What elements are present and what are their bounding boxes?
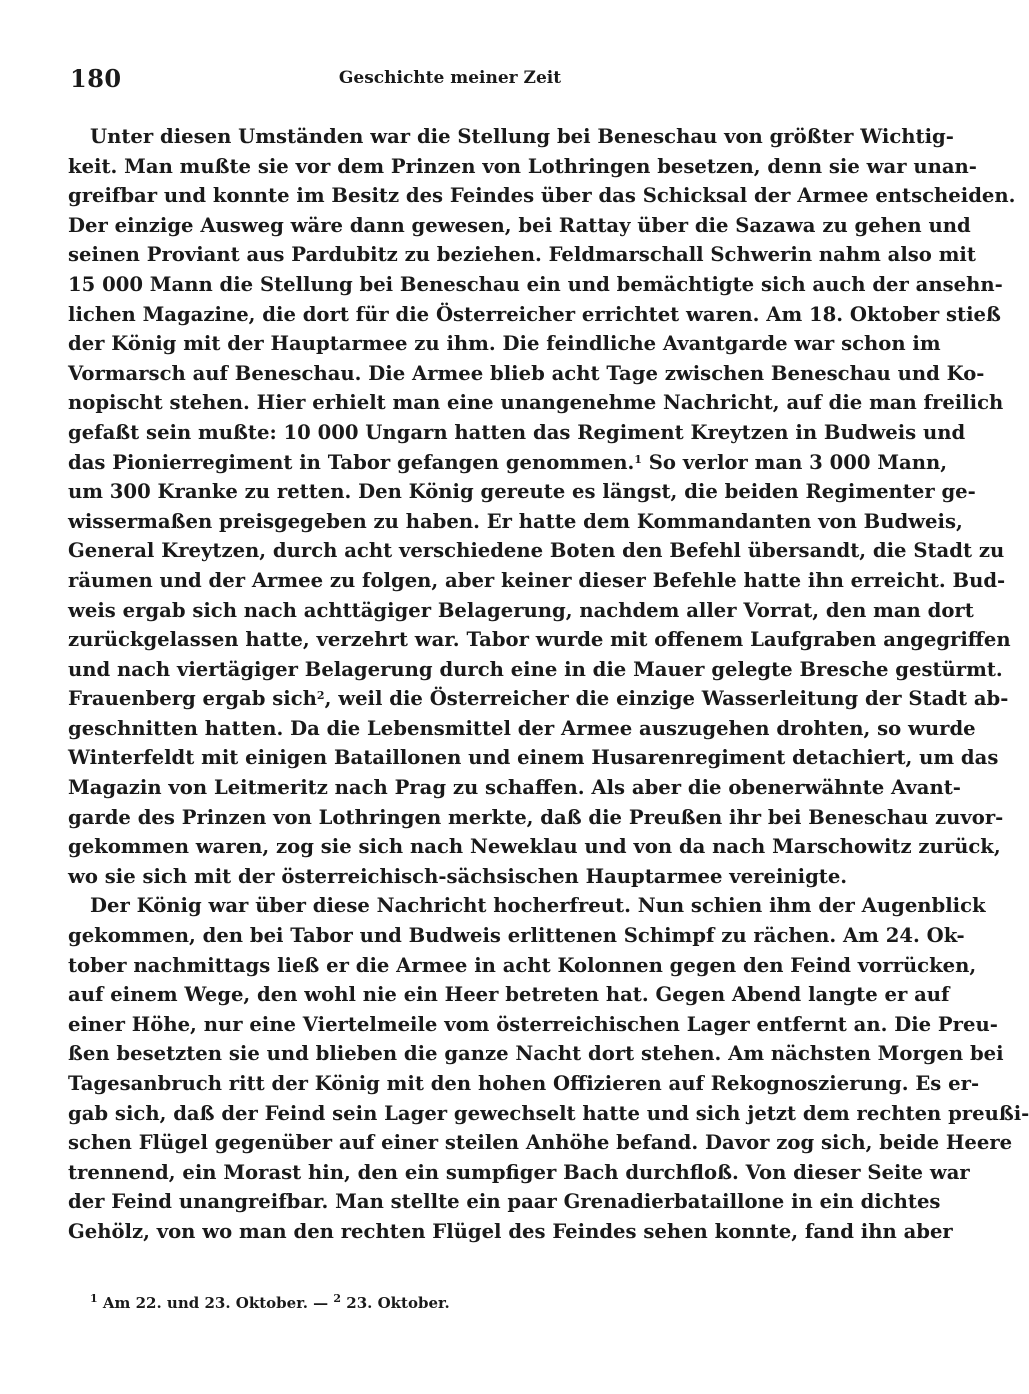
text-line: wissermaßen preisgegeben zu haben. Er hatte dem Kommandanten von Budweis, (68, 509, 963, 533)
text-line: trennend, ein Morast hin, den ein sumpfiger Bach durchfloß. Von dieser Seite war (68, 1160, 970, 1184)
text-line: wo sie sich mit der österreichisch-sächsischen Hauptarmee vereinigte. (68, 864, 848, 888)
footnote-ref-2: 2 (316, 689, 325, 703)
text-line-with-footnote-2 (68, 684, 1009, 714)
text-line: gab sich, daß der Feind sein Lager gewechselt hatte und sich jetzt dem rechten preußi- (68, 1101, 1029, 1125)
text-line: Gehölz, von wo man den rechten Flügel des Feindes sehen konnte, fand ihn aber (68, 1219, 953, 1243)
text-line: gekommen waren, zog sie sich nach Neweklau und von da nach Marschowitz zurück, (68, 835, 1001, 859)
text-line: greifbar und konnte im Besitz des Feindes über das Schicksal der Armee entscheiden. (68, 184, 1016, 208)
footnote-text-2: 23. Oktober. (341, 1294, 450, 1312)
text-line: Der König war über diese Nachricht hocherfreut. Nun schien ihm der Augenblick (90, 894, 986, 918)
text-line: Vormarsch auf Beneschau. Die Armee blieb acht Tage zwischen Beneschau und Ko- (68, 361, 985, 385)
text-line: garde des Prinzen von Lothringen merkte, daß die Preußen ihr bei Beneschau zuvor- (68, 805, 1004, 829)
footnote-text-1: Am 22. und 23. Oktober. — (97, 1294, 334, 1312)
text-line: Tagesanbruch ritt der König mit den hohen Offizieren auf Rekognoszierung. Es er- (68, 1072, 980, 1095)
paragraph-1 (68, 122, 1016, 891)
footnote-marker-2: 2 (333, 1291, 342, 1305)
text-line: General Kreytzen, durch acht verschiedene Boten den Befehl übersandt, die Stadt zu (68, 539, 1005, 563)
text-line: der König mit der Hauptarmee zu ihm. Die feindliche Avantgarde war schon im (68, 332, 941, 356)
text-line: lichen Magazine, die dort für die Österreicher errichtet waren. Am 18. Oktober stieß (68, 302, 1001, 326)
text-line: Der einzige Ausweg wäre dann gewesen, bei Rattay über die Sazawa zu gehen und (68, 213, 971, 237)
text-line: Winterfeldt mit einigen Bataillonen und einem Husarenregiment detachiert, um das (68, 746, 999, 770)
text-line: gefaßt sein mußte: 10 000 Ungarn hatten das Regiment Kreytzen in Budweis und (68, 420, 966, 444)
text-line: 15 000 Mann die Stellung bei Beneschau ein und bemächtigte sich auch der ansehn- (68, 272, 1003, 296)
running-title: Geschichte meiner Zeit (338, 68, 562, 88)
text-line: tober nachmittags ließ er die Armee in acht Kolonnen gegen den Feind vorrücken, (68, 953, 977, 977)
line-text: Frauenberg ergab sich (68, 687, 317, 711)
text-line: nopischt stehen. Hier erhielt man eine unangenehme Nachricht, auf die man freilich (68, 391, 1004, 415)
text-line: einer Höhe, nur eine Viertelmeile vom österreichischen Lager entfernt an. Die Preu- (68, 1012, 998, 1036)
footnote-marker-1: 1 (90, 1291, 98, 1305)
text-line: gekommen, den bei Tabor und Budweis erlittenen Schimpf zu rächen. Am 24. Ok- (68, 924, 965, 948)
page-number: 180 (70, 64, 122, 93)
text-line: geschnitten hatten. Da die Lebensmittel der Armee auszugehen drohten, so wurde (68, 716, 976, 740)
text-line: ßen besetzten sie und blieben die ganze Nacht dort stehen. Am nächsten Morgen bei (68, 1042, 1004, 1066)
footnotes (90, 1291, 450, 1312)
text-line: keit. Man mußte sie vor dem Prinzen von Lothringen besetzen, denn sie war unan- (68, 154, 977, 178)
text-line: Magazin von Leitmeritz nach Prag zu schaffen. Als aber die obenerwähnte Avant- (68, 776, 961, 800)
paragraph-2 (68, 891, 1029, 1246)
text-line: räumen und der Armee zu folgen, aber keiner dieser Befehle hatte ihn erreicht. Bud- (68, 568, 1006, 592)
line-text: das Pionierregiment in Tabor gefangen genommen. (68, 450, 635, 474)
text-line: auf einem Wege, den wohl nie ein Heer betreten hat. Gegen Abend langte er auf (68, 983, 950, 1007)
text-line: um 300 Kranke zu retten. Den König gereute es längst, die beiden Regimenter ge- (68, 480, 976, 504)
text-line: schen Flügel gegenüber auf einer steilen Anhöhe befand. Davor zog sich, beide Heere (68, 1131, 1013, 1155)
footnote-ref-1: 1 (634, 452, 642, 466)
running-head (70, 64, 830, 96)
text-line: weis ergab sich nach achttägiger Belagerung, nachdem aller Vorrat, den man dort (68, 598, 974, 622)
text-line-with-footnote-1 (68, 448, 948, 478)
body-text (68, 122, 1029, 1247)
text-line: der Feind unangreifbar. Man stellte ein paar Grenadierbataillone in ein dichtes (68, 1190, 941, 1214)
line-text: So verlor man 3 000 Mann, (641, 450, 948, 474)
text-line: und nach viertägiger Belagerung durch eine in die Mauer gelegte Bresche gestürmt. (68, 657, 1003, 681)
text-line: Unter diesen Umständen war die Stellung bei Beneschau von größter Wichtig- (90, 125, 954, 148)
line-text: , weil die Österreicher die einzige Wasserleitung der Stadt ab- (324, 687, 1009, 711)
text-line: seinen Proviant aus Pardubitz zu beziehen. Feldmarschall Schwerin nahm also mit (68, 243, 976, 267)
text-line: zurückgelassen hatte, verzehrt war. Tabor wurde mit offenem Laufgraben angegriffen (68, 628, 1011, 652)
